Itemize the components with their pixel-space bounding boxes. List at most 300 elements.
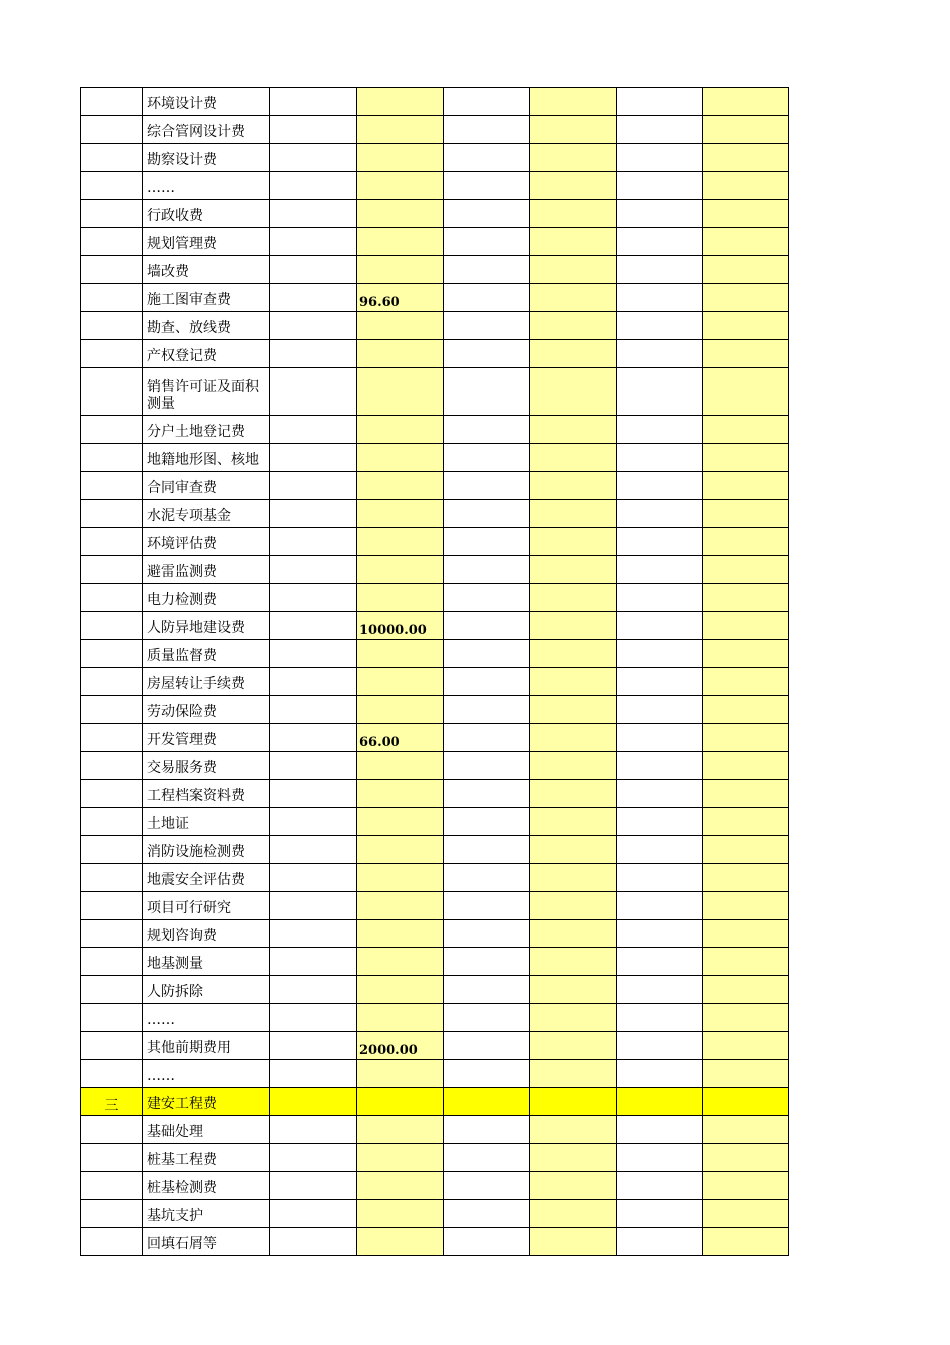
- value-cell[interactable]: [444, 1228, 530, 1256]
- value-cell[interactable]: [270, 1060, 357, 1088]
- index-cell[interactable]: [81, 368, 143, 416]
- value-cell[interactable]: [444, 556, 530, 584]
- value-cell[interactable]: [270, 528, 357, 556]
- amount-cell[interactable]: [357, 340, 444, 368]
- value-cell[interactable]: [703, 724, 789, 752]
- amount-cell[interactable]: [357, 1228, 444, 1256]
- value-cell[interactable]: [703, 340, 789, 368]
- value-cell[interactable]: [270, 144, 357, 172]
- value-cell[interactable]: [530, 256, 617, 284]
- value-cell[interactable]: [444, 284, 530, 312]
- amount-cell[interactable]: [357, 256, 444, 284]
- value-cell[interactable]: [703, 200, 789, 228]
- value-cell[interactable]: [703, 948, 789, 976]
- amount-cell[interactable]: [357, 808, 444, 836]
- value-cell[interactable]: [270, 724, 357, 752]
- value-cell[interactable]: [703, 368, 789, 416]
- value-cell[interactable]: [270, 500, 357, 528]
- value-cell[interactable]: [530, 1088, 617, 1116]
- value-cell[interactable]: [530, 312, 617, 340]
- value-cell[interactable]: [270, 444, 357, 472]
- amount-cell[interactable]: [357, 144, 444, 172]
- value-cell[interactable]: [444, 1032, 530, 1060]
- value-cell[interactable]: [444, 116, 530, 144]
- value-cell[interactable]: [617, 780, 703, 808]
- item-name-cell[interactable]: 地籍地形图、核地: [143, 444, 270, 472]
- value-cell[interactable]: [530, 640, 617, 668]
- item-name-cell[interactable]: 人防异地建设费: [143, 612, 270, 640]
- amount-cell[interactable]: [357, 500, 444, 528]
- value-cell[interactable]: [270, 836, 357, 864]
- index-cell[interactable]: [81, 472, 143, 500]
- value-cell[interactable]: [530, 368, 617, 416]
- index-cell[interactable]: [81, 864, 143, 892]
- value-cell[interactable]: [530, 116, 617, 144]
- value-cell[interactable]: [703, 1228, 789, 1256]
- value-cell[interactable]: [270, 1228, 357, 1256]
- value-cell[interactable]: [530, 948, 617, 976]
- item-name-cell[interactable]: 建安工程费: [143, 1088, 270, 1116]
- index-cell[interactable]: [81, 172, 143, 200]
- value-cell[interactable]: [530, 612, 617, 640]
- value-cell[interactable]: [444, 808, 530, 836]
- amount-cell[interactable]: [357, 116, 444, 144]
- value-cell[interactable]: [530, 284, 617, 312]
- value-cell[interactable]: [617, 556, 703, 584]
- value-cell[interactable]: [270, 780, 357, 808]
- value-cell[interactable]: [530, 500, 617, 528]
- value-cell[interactable]: [617, 1060, 703, 1088]
- value-cell[interactable]: [703, 1088, 789, 1116]
- item-name-cell[interactable]: 基坑支护: [143, 1200, 270, 1228]
- item-name-cell[interactable]: 桩基检测费: [143, 1172, 270, 1200]
- value-cell[interactable]: [270, 640, 357, 668]
- value-cell[interactable]: [270, 228, 357, 256]
- value-cell[interactable]: [617, 228, 703, 256]
- value-cell[interactable]: [270, 340, 357, 368]
- value-cell[interactable]: [270, 948, 357, 976]
- value-cell[interactable]: [617, 284, 703, 312]
- item-name-cell[interactable]: 合同审查费: [143, 472, 270, 500]
- value-cell[interactable]: [270, 1004, 357, 1032]
- value-cell[interactable]: [270, 668, 357, 696]
- value-cell[interactable]: [270, 752, 357, 780]
- value-cell[interactable]: [444, 200, 530, 228]
- amount-cell[interactable]: [357, 200, 444, 228]
- value-cell[interactable]: [530, 1228, 617, 1256]
- item-name-cell[interactable]: 分户土地登记费: [143, 416, 270, 444]
- index-cell[interactable]: [81, 948, 143, 976]
- amount-cell[interactable]: [357, 368, 444, 416]
- value-cell[interactable]: [270, 1032, 357, 1060]
- item-name-cell[interactable]: 规划咨询费: [143, 920, 270, 948]
- item-name-cell[interactable]: 规划管理费: [143, 228, 270, 256]
- value-cell[interactable]: [444, 88, 530, 116]
- item-name-cell[interactable]: 开发管理费: [143, 724, 270, 752]
- amount-cell[interactable]: [357, 864, 444, 892]
- value-cell[interactable]: [703, 256, 789, 284]
- index-cell[interactable]: [81, 584, 143, 612]
- value-cell[interactable]: [703, 640, 789, 668]
- item-name-cell[interactable]: 回填石屑等: [143, 1228, 270, 1256]
- item-name-cell[interactable]: 地震安全评估费: [143, 864, 270, 892]
- value-cell[interactable]: [270, 1200, 357, 1228]
- value-cell[interactable]: [617, 808, 703, 836]
- value-cell[interactable]: [530, 1032, 617, 1060]
- index-cell[interactable]: [81, 144, 143, 172]
- value-cell[interactable]: [270, 1088, 357, 1116]
- amount-cell[interactable]: [357, 752, 444, 780]
- value-cell[interactable]: [617, 312, 703, 340]
- index-cell[interactable]: [81, 1200, 143, 1228]
- index-cell[interactable]: [81, 836, 143, 864]
- value-cell[interactable]: [703, 172, 789, 200]
- value-cell[interactable]: [270, 416, 357, 444]
- value-cell[interactable]: [703, 444, 789, 472]
- value-cell[interactable]: [530, 808, 617, 836]
- value-cell[interactable]: [703, 808, 789, 836]
- value-cell[interactable]: [703, 1172, 789, 1200]
- value-cell[interactable]: [530, 1144, 617, 1172]
- value-cell[interactable]: [444, 368, 530, 416]
- amount-cell[interactable]: [357, 584, 444, 612]
- item-name-cell[interactable]: 墙改费: [143, 256, 270, 284]
- amount-cell[interactable]: [357, 1144, 444, 1172]
- value-cell[interactable]: [270, 116, 357, 144]
- value-cell[interactable]: [270, 284, 357, 312]
- item-name-cell[interactable]: 项目可行研究: [143, 892, 270, 920]
- amount-cell[interactable]: 66.00: [357, 724, 444, 752]
- value-cell[interactable]: [703, 668, 789, 696]
- value-cell[interactable]: [444, 1144, 530, 1172]
- amount-cell[interactable]: [357, 228, 444, 256]
- value-cell[interactable]: [444, 312, 530, 340]
- value-cell[interactable]: [703, 892, 789, 920]
- amount-cell[interactable]: [357, 172, 444, 200]
- value-cell[interactable]: [270, 88, 357, 116]
- value-cell[interactable]: [617, 1032, 703, 1060]
- index-cell[interactable]: [81, 340, 143, 368]
- value-cell[interactable]: [444, 172, 530, 200]
- item-name-cell[interactable]: 人防拆除: [143, 976, 270, 1004]
- value-cell[interactable]: [270, 808, 357, 836]
- index-cell[interactable]: [81, 312, 143, 340]
- value-cell[interactable]: [270, 892, 357, 920]
- value-cell[interactable]: [530, 340, 617, 368]
- amount-cell[interactable]: [357, 444, 444, 472]
- amount-cell[interactable]: [357, 1060, 444, 1088]
- value-cell[interactable]: [617, 836, 703, 864]
- value-cell[interactable]: [270, 612, 357, 640]
- item-name-cell[interactable]: 消防设施检测费: [143, 836, 270, 864]
- value-cell[interactable]: [270, 1116, 357, 1144]
- item-name-cell[interactable]: 综合管网设计费: [143, 116, 270, 144]
- item-name-cell[interactable]: 销售许可证及面积测量: [143, 368, 270, 416]
- amount-cell[interactable]: [357, 780, 444, 808]
- index-cell[interactable]: [81, 920, 143, 948]
- value-cell[interactable]: [444, 640, 530, 668]
- index-cell[interactable]: [81, 1144, 143, 1172]
- amount-cell[interactable]: [357, 1172, 444, 1200]
- value-cell[interactable]: [530, 752, 617, 780]
- item-name-cell[interactable]: 产权登记费: [143, 340, 270, 368]
- item-name-cell[interactable]: 质量监督费: [143, 640, 270, 668]
- value-cell[interactable]: [703, 144, 789, 172]
- value-cell[interactable]: [617, 1200, 703, 1228]
- value-cell[interactable]: [444, 920, 530, 948]
- value-cell[interactable]: [617, 200, 703, 228]
- value-cell[interactable]: [703, 920, 789, 948]
- value-cell[interactable]: [444, 976, 530, 1004]
- value-cell[interactable]: [617, 948, 703, 976]
- value-cell[interactable]: [270, 1172, 357, 1200]
- item-name-cell[interactable]: 桩基工程费: [143, 1144, 270, 1172]
- index-cell[interactable]: [81, 780, 143, 808]
- value-cell[interactable]: [444, 948, 530, 976]
- amount-cell[interactable]: [357, 640, 444, 668]
- index-cell[interactable]: [81, 200, 143, 228]
- value-cell[interactable]: [444, 584, 530, 612]
- index-cell[interactable]: [81, 500, 143, 528]
- index-cell[interactable]: [81, 696, 143, 724]
- value-cell[interactable]: [444, 1060, 530, 1088]
- value-cell[interactable]: [270, 368, 357, 416]
- value-cell[interactable]: [703, 1116, 789, 1144]
- value-cell[interactable]: [270, 312, 357, 340]
- value-cell[interactable]: [703, 1004, 789, 1032]
- value-cell[interactable]: [444, 1088, 530, 1116]
- value-cell[interactable]: [617, 1088, 703, 1116]
- value-cell[interactable]: [617, 444, 703, 472]
- value-cell[interactable]: [270, 920, 357, 948]
- item-name-cell[interactable]: ……: [143, 172, 270, 200]
- item-name-cell[interactable]: 环境评估费: [143, 528, 270, 556]
- value-cell[interactable]: [270, 172, 357, 200]
- index-cell[interactable]: [81, 640, 143, 668]
- value-cell[interactable]: [703, 976, 789, 1004]
- item-name-cell[interactable]: 行政收费: [143, 200, 270, 228]
- amount-cell[interactable]: [357, 1004, 444, 1032]
- value-cell[interactable]: [703, 416, 789, 444]
- value-cell[interactable]: [703, 696, 789, 724]
- value-cell[interactable]: [270, 256, 357, 284]
- value-cell[interactable]: [617, 668, 703, 696]
- value-cell[interactable]: [617, 640, 703, 668]
- index-cell[interactable]: [81, 892, 143, 920]
- value-cell[interactable]: [530, 556, 617, 584]
- value-cell[interactable]: [617, 864, 703, 892]
- value-cell[interactable]: [444, 472, 530, 500]
- amount-cell[interactable]: 2000.00: [357, 1032, 444, 1060]
- value-cell[interactable]: [444, 752, 530, 780]
- index-cell[interactable]: [81, 88, 143, 116]
- value-cell[interactable]: [444, 256, 530, 284]
- index-cell[interactable]: [81, 228, 143, 256]
- amount-cell[interactable]: [357, 892, 444, 920]
- value-cell[interactable]: [530, 88, 617, 116]
- value-cell[interactable]: [530, 584, 617, 612]
- index-cell[interactable]: [81, 284, 143, 312]
- value-cell[interactable]: [703, 116, 789, 144]
- value-cell[interactable]: [617, 116, 703, 144]
- value-cell[interactable]: [703, 1032, 789, 1060]
- value-cell[interactable]: [703, 284, 789, 312]
- value-cell[interactable]: [530, 144, 617, 172]
- amount-cell[interactable]: [357, 416, 444, 444]
- value-cell[interactable]: [617, 172, 703, 200]
- item-name-cell[interactable]: 水泥专项基金: [143, 500, 270, 528]
- value-cell[interactable]: [444, 612, 530, 640]
- value-cell[interactable]: [270, 200, 357, 228]
- item-name-cell[interactable]: 工程档案资料费: [143, 780, 270, 808]
- amount-cell[interactable]: 10000.00: [357, 612, 444, 640]
- value-cell[interactable]: [617, 1004, 703, 1032]
- value-cell[interactable]: [444, 528, 530, 556]
- value-cell[interactable]: [444, 340, 530, 368]
- value-cell[interactable]: [270, 472, 357, 500]
- value-cell[interactable]: [530, 696, 617, 724]
- value-cell[interactable]: [530, 472, 617, 500]
- value-cell[interactable]: [530, 416, 617, 444]
- value-cell[interactable]: [617, 1116, 703, 1144]
- value-cell[interactable]: [270, 584, 357, 612]
- item-name-cell[interactable]: 基础处理: [143, 1116, 270, 1144]
- value-cell[interactable]: [444, 668, 530, 696]
- value-cell[interactable]: [703, 228, 789, 256]
- index-cell[interactable]: [81, 444, 143, 472]
- value-cell[interactable]: [617, 144, 703, 172]
- value-cell[interactable]: [617, 584, 703, 612]
- item-name-cell[interactable]: ……: [143, 1004, 270, 1032]
- index-cell[interactable]: [81, 416, 143, 444]
- value-cell[interactable]: [530, 864, 617, 892]
- value-cell[interactable]: [530, 172, 617, 200]
- value-cell[interactable]: [703, 1144, 789, 1172]
- index-cell[interactable]: [81, 808, 143, 836]
- item-name-cell[interactable]: 避雷监测费: [143, 556, 270, 584]
- value-cell[interactable]: [530, 1060, 617, 1088]
- value-cell[interactable]: [703, 1060, 789, 1088]
- amount-cell[interactable]: [357, 528, 444, 556]
- amount-cell[interactable]: [357, 696, 444, 724]
- value-cell[interactable]: [530, 976, 617, 1004]
- value-cell[interactable]: [530, 668, 617, 696]
- value-cell[interactable]: [270, 976, 357, 1004]
- value-cell[interactable]: [617, 472, 703, 500]
- value-cell[interactable]: [270, 696, 357, 724]
- value-cell[interactable]: [444, 500, 530, 528]
- value-cell[interactable]: [703, 780, 789, 808]
- value-cell[interactable]: [703, 472, 789, 500]
- index-cell[interactable]: [81, 116, 143, 144]
- value-cell[interactable]: [530, 920, 617, 948]
- value-cell[interactable]: [617, 500, 703, 528]
- value-cell[interactable]: [530, 780, 617, 808]
- item-name-cell[interactable]: 勘查、放线费: [143, 312, 270, 340]
- value-cell[interactable]: [617, 416, 703, 444]
- value-cell[interactable]: [617, 256, 703, 284]
- value-cell[interactable]: [530, 836, 617, 864]
- item-name-cell[interactable]: 土地证: [143, 808, 270, 836]
- value-cell[interactable]: [444, 780, 530, 808]
- value-cell[interactable]: [444, 1172, 530, 1200]
- amount-cell[interactable]: 96.60: [357, 284, 444, 312]
- item-name-cell[interactable]: 施工图审查费: [143, 284, 270, 312]
- value-cell[interactable]: [444, 892, 530, 920]
- amount-cell[interactable]: [357, 836, 444, 864]
- amount-cell[interactable]: [357, 1200, 444, 1228]
- value-cell[interactable]: [703, 500, 789, 528]
- index-cell[interactable]: [81, 1228, 143, 1256]
- value-cell[interactable]: [617, 892, 703, 920]
- value-cell[interactable]: [617, 1228, 703, 1256]
- value-cell[interactable]: [530, 1200, 617, 1228]
- index-cell[interactable]: [81, 668, 143, 696]
- value-cell[interactable]: [617, 1144, 703, 1172]
- value-cell[interactable]: [617, 88, 703, 116]
- index-cell[interactable]: [81, 1032, 143, 1060]
- value-cell[interactable]: [444, 228, 530, 256]
- item-name-cell[interactable]: 地基测量: [143, 948, 270, 976]
- value-cell[interactable]: [617, 612, 703, 640]
- amount-cell[interactable]: [357, 312, 444, 340]
- value-cell[interactable]: [530, 228, 617, 256]
- index-cell[interactable]: [81, 556, 143, 584]
- value-cell[interactable]: [530, 892, 617, 920]
- value-cell[interactable]: [617, 724, 703, 752]
- item-name-cell[interactable]: 环境设计费: [143, 88, 270, 116]
- amount-cell[interactable]: [357, 976, 444, 1004]
- index-cell[interactable]: [81, 256, 143, 284]
- value-cell[interactable]: [530, 1004, 617, 1032]
- value-cell[interactable]: [444, 1004, 530, 1032]
- amount-cell[interactable]: [357, 88, 444, 116]
- value-cell[interactable]: [444, 1200, 530, 1228]
- value-cell[interactable]: [617, 976, 703, 1004]
- value-cell[interactable]: [617, 340, 703, 368]
- value-cell[interactable]: [703, 864, 789, 892]
- value-cell[interactable]: [703, 312, 789, 340]
- value-cell[interactable]: [444, 1116, 530, 1144]
- value-cell[interactable]: [530, 1116, 617, 1144]
- index-cell[interactable]: [81, 1004, 143, 1032]
- value-cell[interactable]: [617, 696, 703, 724]
- amount-cell[interactable]: [357, 556, 444, 584]
- item-name-cell[interactable]: 房屋转让手续费: [143, 668, 270, 696]
- value-cell[interactable]: [444, 864, 530, 892]
- index-cell[interactable]: [81, 1116, 143, 1144]
- value-cell[interactable]: [617, 1172, 703, 1200]
- index-cell[interactable]: [81, 724, 143, 752]
- value-cell[interactable]: [703, 528, 789, 556]
- value-cell[interactable]: [530, 200, 617, 228]
- value-cell[interactable]: [703, 88, 789, 116]
- value-cell[interactable]: [703, 612, 789, 640]
- value-cell[interactable]: [444, 144, 530, 172]
- value-cell[interactable]: [444, 696, 530, 724]
- value-cell[interactable]: [530, 1172, 617, 1200]
- index-cell[interactable]: [81, 612, 143, 640]
- item-name-cell[interactable]: 劳动保险费: [143, 696, 270, 724]
- item-name-cell[interactable]: 其他前期费用: [143, 1032, 270, 1060]
- value-cell[interactable]: [617, 528, 703, 556]
- value-cell[interactable]: [530, 444, 617, 472]
- value-cell[interactable]: [530, 528, 617, 556]
- item-name-cell[interactable]: 电力检测费: [143, 584, 270, 612]
- amount-cell[interactable]: [357, 1088, 444, 1116]
- amount-cell[interactable]: [357, 920, 444, 948]
- amount-cell[interactable]: [357, 472, 444, 500]
